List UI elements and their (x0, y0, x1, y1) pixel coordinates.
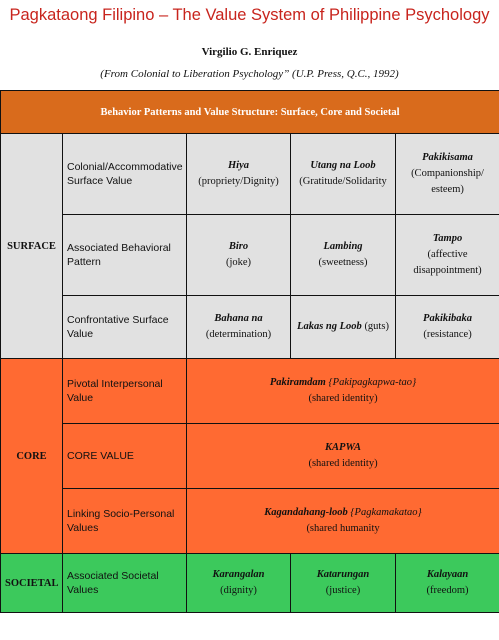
value-cell (187, 554, 291, 613)
value-meaning: (joke) (225, 257, 252, 268)
table-heading: Behavior Patterns and Value Structure: Surface, Core and Societal (1, 91, 499, 134)
group-label-societal: SOCIETAL (1, 554, 63, 613)
value-cell (291, 134, 396, 215)
table-row (1, 489, 499, 554)
value-structure-table (0, 90, 499, 613)
value-cell (187, 489, 499, 554)
value-name: Katarungan (316, 568, 370, 580)
row-label: Associated Societal Values (63, 554, 187, 613)
value-name: Karangalan (212, 568, 265, 580)
row-label: Linking Socio-Personal Values (63, 489, 187, 554)
value-cell (291, 554, 396, 613)
row-label: Colonial/Accommodative Surface Value (63, 134, 187, 215)
value-name: Utang na Loob (310, 159, 376, 171)
value-name: Pakikibaka (423, 312, 473, 324)
value-meaning: (shared humanity (306, 523, 380, 534)
value-name: Hiya (228, 159, 249, 171)
value-cell (291, 296, 396, 359)
value-meaning: (guts) (364, 320, 389, 332)
value-name: Pakiramdam (269, 376, 326, 388)
value-cell (396, 215, 499, 296)
value-name: Bahana na (214, 312, 263, 324)
value-cell (187, 359, 499, 424)
value-meaning: (justice) (325, 585, 361, 596)
value-name: Kagandahang-loob (264, 506, 348, 518)
table-row (1, 215, 499, 296)
source-citation: (From Colonial to Liberation Psychology” (U.P. Press, Q.C., 1992) (100, 68, 399, 80)
value-meaning: (sweetness) (318, 257, 368, 268)
author-name: Virgilio G. Enriquez (201, 46, 298, 58)
value-name: Tampo (432, 232, 463, 244)
value-cell (396, 296, 499, 359)
value-alt-name: {Pagkamakatao} (350, 506, 422, 518)
table-row (1, 134, 499, 215)
value-meaning: (Companionship/ esteem) (411, 167, 484, 196)
value-meaning: (shared identity) (308, 393, 378, 404)
table-row (1, 296, 499, 359)
value-cell (187, 296, 291, 359)
value-meaning: (shared identity) (308, 458, 378, 469)
page-title: Pagkataong Filipino – The Value System of Philippine Psychology (9, 6, 490, 24)
value-cell (396, 134, 499, 215)
value-name: Pakikisama (422, 151, 473, 163)
value-alt-name: {Pakipagkapwa-tao} (328, 376, 417, 388)
value-cell (187, 215, 291, 296)
value-name: Kalayaan (426, 568, 469, 580)
value-meaning: (resistance) (423, 329, 472, 340)
value-name: Lambing (323, 240, 363, 252)
row-label: Confrontative Surface Value (63, 296, 187, 359)
value-cell (291, 215, 396, 296)
value-meaning: (dignity) (220, 585, 257, 596)
table-row (1, 424, 499, 489)
group-label-surface: SURFACE (1, 134, 63, 359)
value-meaning: (determination) (205, 329, 272, 340)
row-label: Pivotal Interpersonal Value (63, 359, 187, 424)
group-label-core: CORE (1, 359, 63, 554)
value-cell (396, 554, 499, 613)
value-meaning: (propriety/Dignity) (198, 176, 279, 187)
value-name: Lakas ng Loob (297, 320, 362, 332)
value-name: Biro (228, 240, 249, 252)
row-label: Associated Behavioral Pattern (63, 215, 187, 296)
value-cell (187, 424, 499, 489)
value-meaning: (freedom) (426, 585, 469, 596)
table-row (1, 359, 499, 424)
value-meaning: (Gratitude/Solidarity (299, 176, 387, 187)
value-cell (187, 134, 291, 215)
table-row (1, 554, 499, 613)
row-label: CORE VALUE (63, 424, 187, 489)
value-name: KAPWA (325, 441, 362, 453)
value-meaning: (affective disappointment) (413, 248, 482, 277)
